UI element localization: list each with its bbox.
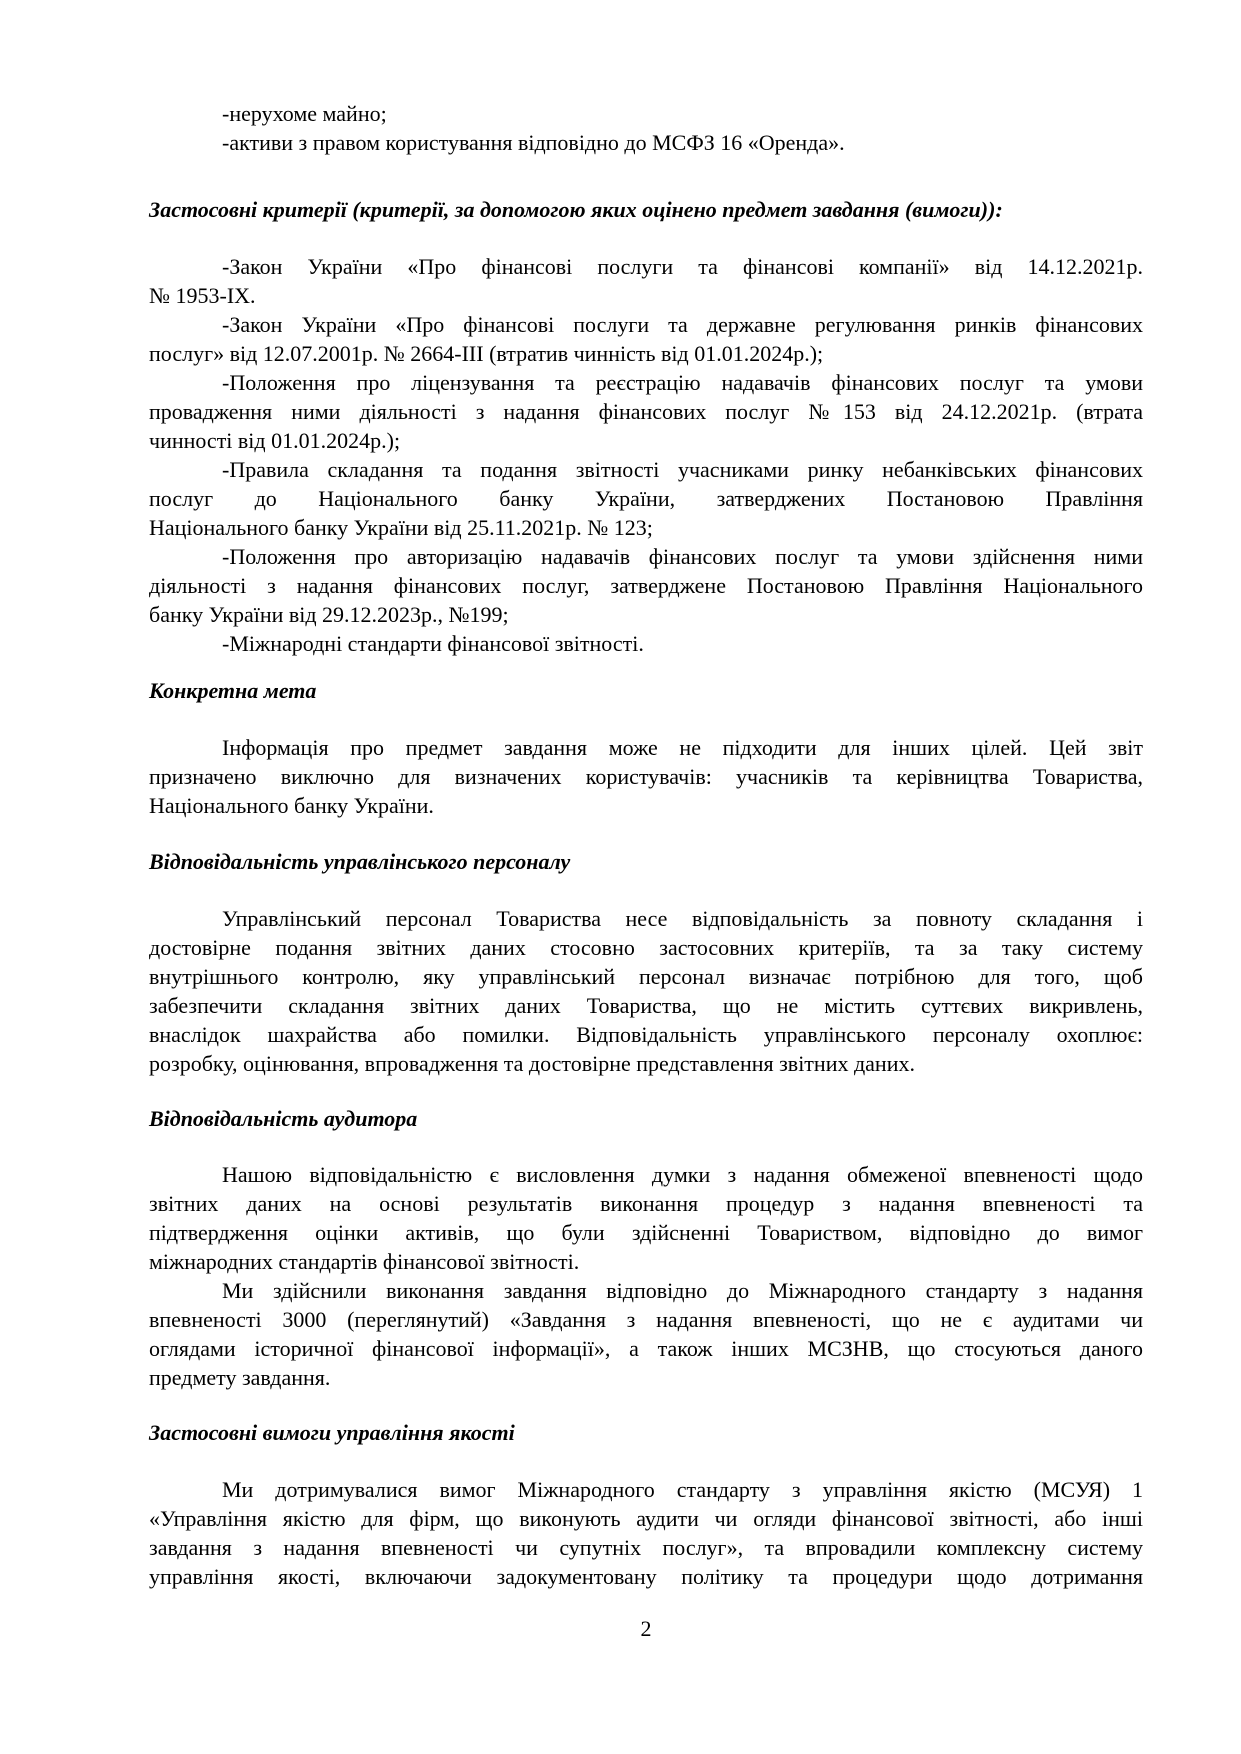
purpose-paragraph <box>149 733 1143 820</box>
text-line: предмету завдання. <box>149 1365 331 1390</box>
text-line: -Правила складання та подання звітності учасниками ринку небанківських фінансових <box>222 457 1143 482</box>
text-line: Ми дотримувалися вимог Міжнародного стандарту з управління якістю (МСУЯ) 1 <box>222 1477 1143 1502</box>
text-line: Національного банку України від 25.11.2021р. № 123; <box>149 515 653 540</box>
text-line: банку України від 29.12.2023р., №199; <box>149 602 509 627</box>
text-line: Національного банку України. <box>149 793 434 818</box>
text-line: -Положення про авторизацію надавачів фінансових послуг та умови здійснення ними <box>222 544 1143 569</box>
section-heading: Застосовні критерії (критерії, за допомогою яких оцінено предмет завдання (вимоги)): <box>149 197 1003 222</box>
text-line: -Міжнародні стандарти фінансової звітності. <box>222 631 644 656</box>
text-line: розробку, оцінювання, впровадження та достовірне представлення звітних даних. <box>149 1051 915 1076</box>
text-line: внаслідок шахрайства або помилки. Відповідальність управлінського персоналу охоплює: <box>149 1022 1143 1047</box>
text-line: -Закон України «Про фінансові послуги та фінансові компанії» від 14.12.2021р. <box>222 254 1143 279</box>
text-line: призначено виключно для визначених користувачів: учасників та керівництва Товариства, <box>149 764 1143 789</box>
list-item: -нерухоме майно; <box>222 101 387 126</box>
text-line: впевненості 3000 (переглянутий) «Завдання з надання впевненості, що не є аудитами чи <box>149 1307 1143 1332</box>
text-line: послуг до Національного банку України, затверджених Постановою Правління <box>149 486 1143 511</box>
text-line: -Положення про ліцензування та реєстрацію надавачів фінансових послуг та умови <box>222 370 1143 395</box>
text-line: внутрішнього контролю, яку управлінський персонал визначає потрібною для того, щоб <box>149 964 1143 989</box>
text-line: підтвердження оцінки активів, що були здійсненні Товариством, відповідно до вимог <box>149 1220 1143 1245</box>
text-line: Нашою відповідальністю є висловлення думки з надання обмеженої впевненості щодо <box>222 1162 1143 1187</box>
text-line: міжнародних стандартів фінансової звітності. <box>149 1249 580 1274</box>
purpose-section <box>149 676 1143 705</box>
auditor-section <box>149 1104 1143 1133</box>
asset-list <box>149 99 1143 157</box>
text-line: звітних даних на основі результатів виконання процедур з надання впевненості та <box>149 1191 1143 1216</box>
text-line: провадження ними діяльності з надання фінансових послуг №153 від 24.12.2021р. (втрата <box>149 399 1143 424</box>
section-heading: Відповідальність управлінського персоналу <box>149 849 571 874</box>
text-line: послуг» від 12.07.2001р. № 2664-III (втратив чинність від 01.01.2024р.); <box>149 341 824 366</box>
quality-paragraph <box>149 1475 1143 1591</box>
text-line: управління якості, включаючи задокументовану політику та процедури щодо дотримання <box>149 1564 1143 1589</box>
criteria-section <box>149 195 1143 224</box>
text-line: -Закон України «Про фінансові послуги та державне регулювання ринків фінансових <box>222 312 1143 337</box>
text-line: чинності від 01.01.2024р.); <box>149 428 401 453</box>
section-heading: Застосовні вимоги управління якості <box>149 1420 515 1445</box>
text-line: оглядами історичної фінансової інформації», а також інших МСЗНВ, що стосуються даного <box>149 1336 1143 1361</box>
management-paragraph <box>149 904 1143 1078</box>
text-line: Інформація про предмет завдання може не підходити для інших цілей. Цей звіт <box>222 735 1143 760</box>
text-line: завдання з надання впевненості чи супутніх послуг», та впровадили комплексну систему <box>149 1535 1143 1560</box>
document-page <box>149 0 1143 1754</box>
text-line: «Управління якістю для фірм, що виконують аудити чи огляди фінансової звітності, або інші <box>149 1506 1143 1531</box>
text-line: достовірне подання звітних даних стосовно застосовних критеріїв, та за таку систему <box>149 935 1143 960</box>
management-section <box>149 847 1143 876</box>
section-heading: Конкретна мета <box>149 678 317 703</box>
text-line: Ми здійснили виконання завдання відповідно до Міжнародного стандарту з надання <box>222 1278 1143 1303</box>
text-line: забезпечити складання звітних даних Товариства, що не містить суттєвих викривлень, <box>149 993 1143 1018</box>
page-number: 2 <box>640 1616 652 1641</box>
auditor-paragraph <box>149 1160 1143 1392</box>
text-line: № 1953-IX. <box>149 283 256 308</box>
criteria-list <box>149 252 1143 658</box>
section-heading: Відповідальність аудитора <box>149 1106 418 1131</box>
text-line: діяльності з надання фінансових послуг, затверджене Постановою Правління Національного <box>149 573 1143 598</box>
quality-section <box>149 1418 1143 1447</box>
list-item: -активи з правом користування відповідно до МСФЗ 16 «Оренда». <box>222 130 845 155</box>
text-line: Управлінський персонал Товариства несе відповідальність за повноту складання і <box>222 906 1143 931</box>
